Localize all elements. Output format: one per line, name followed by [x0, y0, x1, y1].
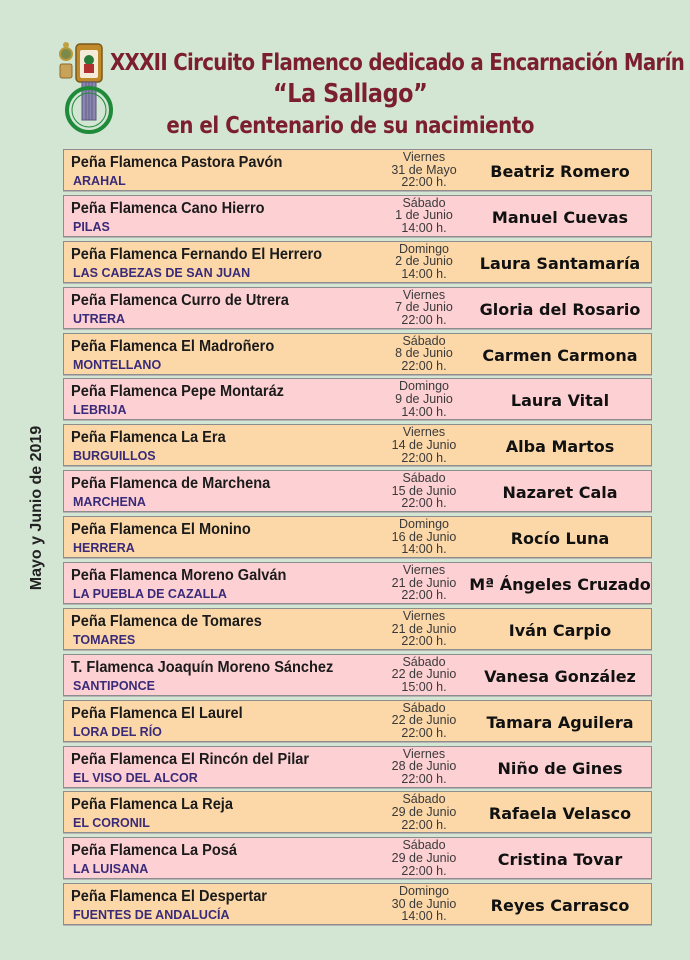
event-date: 31 de Mayo	[391, 162, 457, 177]
event-time: 22:00 h.	[401, 725, 447, 740]
peña-name: Peña Flamenca La Era	[71, 429, 226, 447]
town-name: TOMARES	[73, 632, 136, 647]
artist-name: Iván Carpio	[508, 620, 612, 640]
poster-tagline: en el Centenario de su nacimiento	[166, 113, 535, 139]
event-time: 14:00 h.	[401, 404, 447, 419]
event-day: Sábado	[402, 333, 446, 348]
town-name: LA LUISANA	[73, 862, 149, 877]
town-name: HERRERA	[73, 541, 135, 556]
town-name: ARAHAL	[73, 174, 126, 188]
event-time: 14:00 h.	[401, 266, 447, 281]
event-day: Domingo	[398, 884, 450, 899]
date-range-label: Mayo y Junio de 2019	[28, 425, 45, 591]
event-row	[63, 608, 652, 650]
event-row	[63, 700, 652, 742]
event-day: Sábado	[402, 654, 446, 669]
peña-name: Peña Flamenca El Madroñero	[71, 337, 275, 355]
event-time: 22:00 h.	[401, 496, 447, 511]
artist-name: Nazaret Cala	[502, 483, 618, 503]
event-date: 8 de Junio	[395, 346, 453, 361]
event-date: 28 de Junio	[391, 759, 457, 774]
town-name: MARCHENA	[73, 495, 146, 510]
town-name: LAS CABEZAS DE SAN JUAN	[73, 265, 251, 280]
artist-name: Reyes Carrasco	[490, 896, 630, 916]
peña-name: Peña Flamenca de Marchena	[71, 475, 271, 493]
event-time: 22:00 h.	[401, 588, 447, 603]
poster-title: XXXII Circuito Flamenco dedicado a Encarnación Marín	[110, 50, 685, 76]
peña-name: Peña Flamenca Fernando El Herrero	[71, 245, 323, 263]
event-time: 14:00 h.	[401, 542, 447, 557]
peña-name: Peña Flamenca Pepe Montaráz	[71, 383, 284, 401]
event-day: Sábado	[402, 792, 446, 807]
event-row	[63, 837, 652, 879]
artist-name: Laura Vital	[510, 391, 610, 411]
town-name: UTRERA	[73, 311, 126, 326]
peña-name: Peña Flamenca La Reja	[71, 796, 233, 814]
artist-name: Manuel Cuevas	[491, 207, 629, 227]
event-day: Sábado	[402, 700, 446, 715]
town-name: LEBRIJA	[73, 403, 127, 418]
event-row	[63, 333, 652, 375]
town-name: EL VISO DEL ALCOR	[73, 770, 198, 785]
event-day: Viernes	[402, 608, 446, 623]
event-time: 22:00 h.	[401, 450, 447, 465]
event-day: Viernes	[402, 746, 446, 761]
event-time: 22:00 h.	[401, 771, 447, 786]
event-row	[63, 241, 652, 283]
event-date: 29 de Junio	[391, 850, 457, 865]
poster-subtitle: “La Sallago”	[273, 79, 428, 109]
event-date: 21 de Junio	[391, 621, 457, 636]
town-name: MONTELLANO	[73, 357, 162, 372]
event-date: 22 de Junio	[391, 667, 457, 682]
event-row	[63, 562, 652, 604]
event-date: 7 de Junio	[395, 300, 453, 315]
artist-name: Niño de Gines	[497, 758, 623, 778]
artist-name: Mª Ángeles Cruzado	[469, 575, 651, 595]
event-day: Viernes	[402, 425, 446, 440]
event-time: 22:00 h.	[401, 634, 447, 649]
event-date: 30 de Junio	[391, 896, 457, 911]
event-date: 14 de Junio	[391, 437, 457, 452]
town-name: BURGUILLOS	[73, 449, 156, 464]
peña-name: Peña Flamenca Curro de Utrera	[71, 291, 289, 309]
event-date: 22 de Junio	[391, 713, 457, 728]
event-row	[63, 516, 652, 558]
event-time: 15:00 h.	[401, 679, 447, 694]
event-row	[63, 287, 652, 329]
event-row	[63, 195, 652, 237]
town-name: EL CORONIL	[73, 816, 150, 831]
event-row	[63, 378, 652, 420]
event-time: 14:00 h.	[401, 221, 447, 236]
event-date: 21 de Junio	[391, 575, 457, 590]
peña-name: Peña Flamenca Pastora Pavón	[71, 154, 283, 171]
event-row	[63, 424, 652, 466]
event-date: 16 de Junio	[391, 529, 457, 544]
event-time: 22:00 h.	[401, 817, 447, 832]
event-day: Viernes	[402, 150, 446, 164]
event-time: 22:00 h.	[401, 863, 447, 878]
town-name: PILAS	[73, 219, 110, 234]
event-time: 14:00 h.	[401, 909, 447, 924]
artist-name: Gloria del Rosario	[479, 299, 641, 319]
event-date: 15 de Junio	[391, 483, 457, 498]
event-day: Domingo	[398, 517, 450, 532]
event-day: Domingo	[398, 379, 450, 394]
event-date: 2 de Junio	[395, 254, 453, 269]
event-date: 29 de Junio	[391, 805, 457, 820]
event-row	[63, 149, 652, 191]
artist-name: Beatriz Romero	[490, 162, 630, 181]
event-day: Viernes	[402, 287, 446, 302]
artist-name: Laura Santamaría	[479, 253, 641, 273]
peña-name: Peña Flamenca Cano Hierro	[71, 199, 265, 217]
event-day: Viernes	[402, 563, 446, 578]
poster-header	[0, 0, 690, 148]
peña-name: Peña Flamenca El Laurel	[71, 704, 243, 722]
event-time: 22:00 h.	[401, 312, 447, 327]
artist-name: Cristina Tovar	[497, 850, 623, 870]
peña-name: Peña Flamenca de Tomares	[71, 612, 262, 630]
artist-name: Tamara Aguilera	[486, 712, 634, 732]
event-time: 22:00 h.	[401, 358, 447, 373]
event-day: Sábado	[402, 195, 446, 210]
peña-name: Peña Flamenca El Monino	[71, 521, 251, 539]
artist-name: Rocío Luna	[510, 529, 610, 549]
artist-name: Vanesa González	[484, 666, 636, 686]
town-name: SANTIPONCE	[73, 678, 155, 693]
event-row	[63, 883, 652, 925]
event-row	[63, 470, 652, 512]
town-name: FUENTES DE ANDALUCÍA	[73, 908, 230, 923]
town-name: LA PUEBLA DE CAZALLA	[73, 587, 227, 602]
artist-name: Rafaela Velasco	[488, 804, 632, 824]
peña-name: Peña Flamenca El Despertar	[71, 888, 267, 906]
event-day: Domingo	[398, 241, 450, 256]
event-row	[63, 746, 652, 788]
event-date: 9 de Junio	[395, 392, 453, 407]
event-day: Sábado	[402, 471, 446, 486]
event-row	[63, 791, 652, 833]
artist-name: Carmen Carmona	[482, 345, 638, 365]
peña-name: Peña Flamenca El Rincón del Pilar	[71, 750, 310, 768]
event-row	[63, 654, 652, 696]
event-schedule-list	[63, 149, 652, 929]
peña-name: Peña Flamenca Moreno Galván	[71, 567, 287, 585]
event-time: 22:00 h.	[401, 175, 447, 190]
peña-name: T. Flamenca Joaquín Moreno Sánchez	[71, 658, 334, 676]
event-date: 1 de Junio	[395, 208, 453, 223]
event-day: Sábado	[402, 838, 446, 853]
town-name: LORA DEL RÍO	[73, 724, 162, 739]
artist-name: Alba Martos	[505, 437, 615, 457]
peña-name: Peña Flamenca La Posá	[71, 842, 238, 860]
